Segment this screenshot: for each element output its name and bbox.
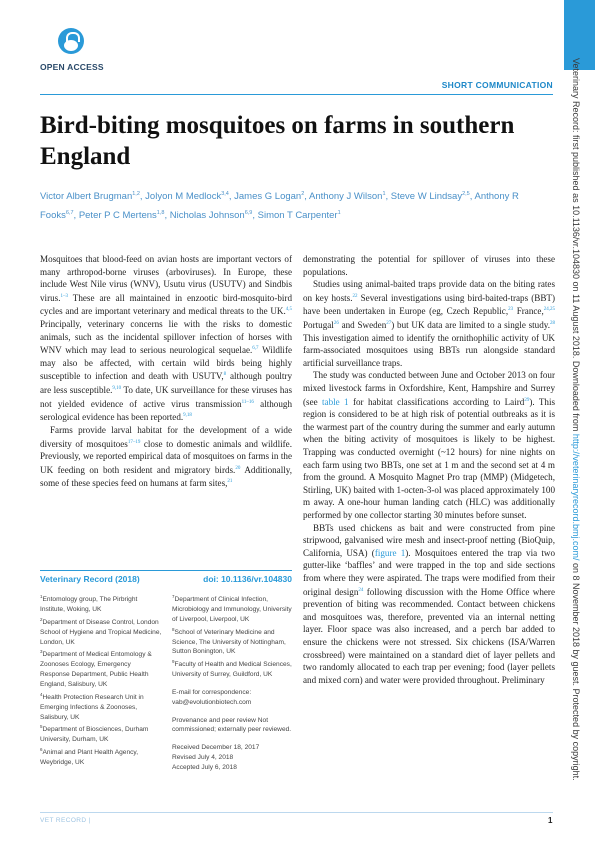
body-column-right [303,253,555,686]
doi-link[interactable]: doi: 10.1136/vr.104830 [203,574,292,584]
header-divider [40,94,553,95]
author-affiliation-ref: 2 [301,191,305,197]
figure-1-link[interactable]: figure 1 [374,547,406,558]
author-affiliation-ref: 1 [382,191,386,197]
author-affiliation-ref: 1,2 [132,191,140,197]
affiliation-item: $^8$School of Veterinary Medicine and Science, The University of Nottingham, Sutton Bonington, UK [172,626,286,656]
author-affiliation-ref: 6,7 [65,210,74,217]
paragraph: Studies using animal-baited traps provide data on the biting rates on key hosts.$^{22}$ Several investigations using bird-baited-traps (BBT) have been undertaken in Europe (eg, Czech Republic,$^{23}$ France,$^{24,25}$ Portugal$^{26}$ and Sweden$^{27}$) but UK data are limited to a single study.$^{28}$ This investigation aimed to identify the ornithophilic activity of UK farm-associated mosquitoes using BBTs run alongside standard artificial surveillance traps. [303,279,556,368]
affiliation-item: $^2$Department of Disease Control, London School of Hygiene and Tropical Medicine, London, UK [40,616,162,646]
peer-review-note: Provenance and peer review Not commissioned; externally peer reviewed. [172,716,292,734]
affiliation-item: $^6$Animal and Plant Health Agency, Weybridge, UK [40,747,139,767]
accepted-date: Accepted July 6, 2018 [172,763,237,771]
footer-journal: VET RECORD | [40,817,91,824]
author-name[interactable]: Jolyon M Medlock$^{3,4}$ [145,191,229,203]
author-affiliation-ref: 2,5 [462,191,470,197]
author-name[interactable]: Anthony J Wilson$^1$ [309,191,386,203]
download-notice: Veterinary Record: first published as 10.1136/vr.104830 on 11 August 2018. Downloaded from http://veterinaryrecord.bmj.com/ on 8 November 2018 by guest. Protected by copyright. [571,58,581,781]
body-column-left [40,253,292,490]
correspondence-label: E-mail for correspondence: [172,688,252,696]
article-type-label: SHORT COMMUNICATION [441,80,553,90]
author-list: Victor Albert Brugman$^{1,2}$, Jolyon M Medlock$^{3,4}$, James G Logan$^2$, Anthony J Wilson$^1$, Steve W Lindsay$^{2,5}$, Anthony R Fooks$^{6,7}$, Peter P C Mertens$^{1,8}$, Nicholas Johnson$^{6,9}$, Simon T Carpenter$^1$ [40,191,519,222]
paragraph: BBTs used chickens as bait and were constructed from pine stripwood, galvanised wire mesh and insect-proof netting (BioQuip, California, USA) (figure 1). Mosquitoes entered the trap via two gutter-like ‘baffles’ and were trapped in the top and side sections from where they were aspirated. The traps were modified from their original design$^{24}$ following discussion with the Home Office where prevention of biting was recommended. Contact between chickens and mosquitoes was, therefore, prevented via an internal netting layer. Floor space was also increased, and a perch bar added to ensure the chickens were not stressed. Six chickens (ISA/Warren crossbreed) were maintained on a standard diet of layer pellets and two randomly allocated to each trap per evening; food (layer pellets and mixed corn) and water were provided throughout. Preliminary [303,522,556,685]
affiliation-item: $^5$Department of Biosciences, Durham University, Durham, UK [40,724,149,744]
received-date: Received December 18, 2017 [172,744,260,752]
footer-divider [40,812,553,813]
author-affiliation-ref: 1,8 [156,210,165,217]
table-1-link[interactable]: table 1 [322,396,349,407]
open-access-lock-icon [58,28,84,54]
affiliation-item: $^7$Department of Clinical Infection, Microbiology and Immunology, University of Liverpool, Liverpool, UK [172,594,292,623]
author-name[interactable]: Victor Albert Brugman$^{1,2}$ [40,191,140,203]
affiliations-right [172,592,294,773]
affiliation-item: $^3$Department of Medical Entomology & Zoonoses Ecology, Emergency Response Department, Public Health England, Salisbury, UK [40,649,152,688]
correspondence-email[interactable]: vab@evolutionbiotech.com [172,698,252,706]
open-access-logo [40,28,102,72]
paragraph: demonstrating the potential for spillover of viruses into these populations. [303,254,555,277]
paragraph: Mosquitoes that blood-feed on avian hosts are important vectors of many arthropod-borne viruses (arboviruses). In Europe, these include West Nile virus (WNV), Usutu virus (USUTV) and Sindbis virus.$^{1-3}$ These are all maintained in enzootic bird-mosquito-bird cycles and are important veterinary and medical threats to the UK.$^{4,5}$ Principally, veterinary concerns lie with the risks to domestic animals, such as the incidental spillover infection of horses with WNV which may lead to serious neurological sequelae.$^{6,7}$ Wildlife may also be affected, with certain wild birds being highly susceptible to infection and death with USUTV,$^8$ although poultry are less susceptible.$^{9,10}$ To date, UK surveillance for these viruses has not yielded evidence of active virus transmission$^{11-16}$ although serological evidence has been reported.$^{9,18}$ [40,254,293,423]
author-name[interactable]: Anthony R Fooks$^{6,7}$ [40,191,519,222]
author-name[interactable]: Nicholas Johnson$^{6,9}$ [169,210,253,222]
journal-name: Veterinary Record (2018) [40,574,140,584]
author-name[interactable]: Steve W Lindsay$^{2,5}$ [390,191,470,203]
journal-link[interactable]: http://veterinaryrecord.bmj.com/ [571,433,581,561]
journal-divider [40,570,292,571]
revised-date: Revised July 4, 2018 [172,753,234,761]
author-name[interactable]: James G Logan$^2$ [234,191,305,203]
author-affiliation-ref: 1 [337,210,341,217]
affiliation-item: $^4$Health Protection Research Unit in Emerging Infections & Zoonoses, Salisbury, UK [40,691,144,721]
affiliation-item: $^1$Entomology group, The Pirbright Institute, Woking, UK [40,594,138,613]
page-number: 1 [548,816,553,825]
author-affiliation-ref: 6,9 [244,210,253,217]
article-title: Bird-biting mosquitoes on farms in southern England [40,112,515,170]
affiliations-left [40,592,162,768]
paragraph: Farms provide larval habitat for the development of a wide diversity of mosquitoes$^{17-19}$ close to domestic animals and wildlife. Previously, we reported empirical data of mosquitoes on farms in the UK feeding on both resident and migratory birds.$^{20}$ Additionally, some of these species feed on humans at farm sites,$^{21}$ [40,424,292,489]
paragraph: The study was conducted between June and October 2013 on four mixed livestock farms in Oxfordshire, Kent, Hampshire and Surrey (see table 1 for habitat classifications according to Laird$^{29}$). This region is considered to be at high risk of potential outbreaks as it is the warmest part of the country during the summer and early autumn when the biting activity of mosquitoes is likely to be highest. Trapping was conducted overnight (~12 hours) for nine nights on each farm using two BBTs, one set at 1 m and the second set at 4 m from the ground. A Mosquito Magnet Pro trap (MMP) (Midgetech, Stirling, UK) baited with 1-octen-3-ol was placed approximately 100 m away. A one-hour human landing catch (HLC) was additionally performed by one collector starting 30 minutes before sunset. [303,370,556,520]
affiliation-item: $^9$Faculty of Health and Medical Sciences, University of Surrey, Guildford, UK [172,659,292,679]
open-access-label: OPEN ACCESS [40,62,104,72]
author-name[interactable]: Peter P C Mertens$^{1,8}$ [78,210,165,222]
author-affiliation-ref: 3,4 [221,191,229,197]
author-name[interactable]: Simon T Carpenter$^1$ [257,210,341,222]
